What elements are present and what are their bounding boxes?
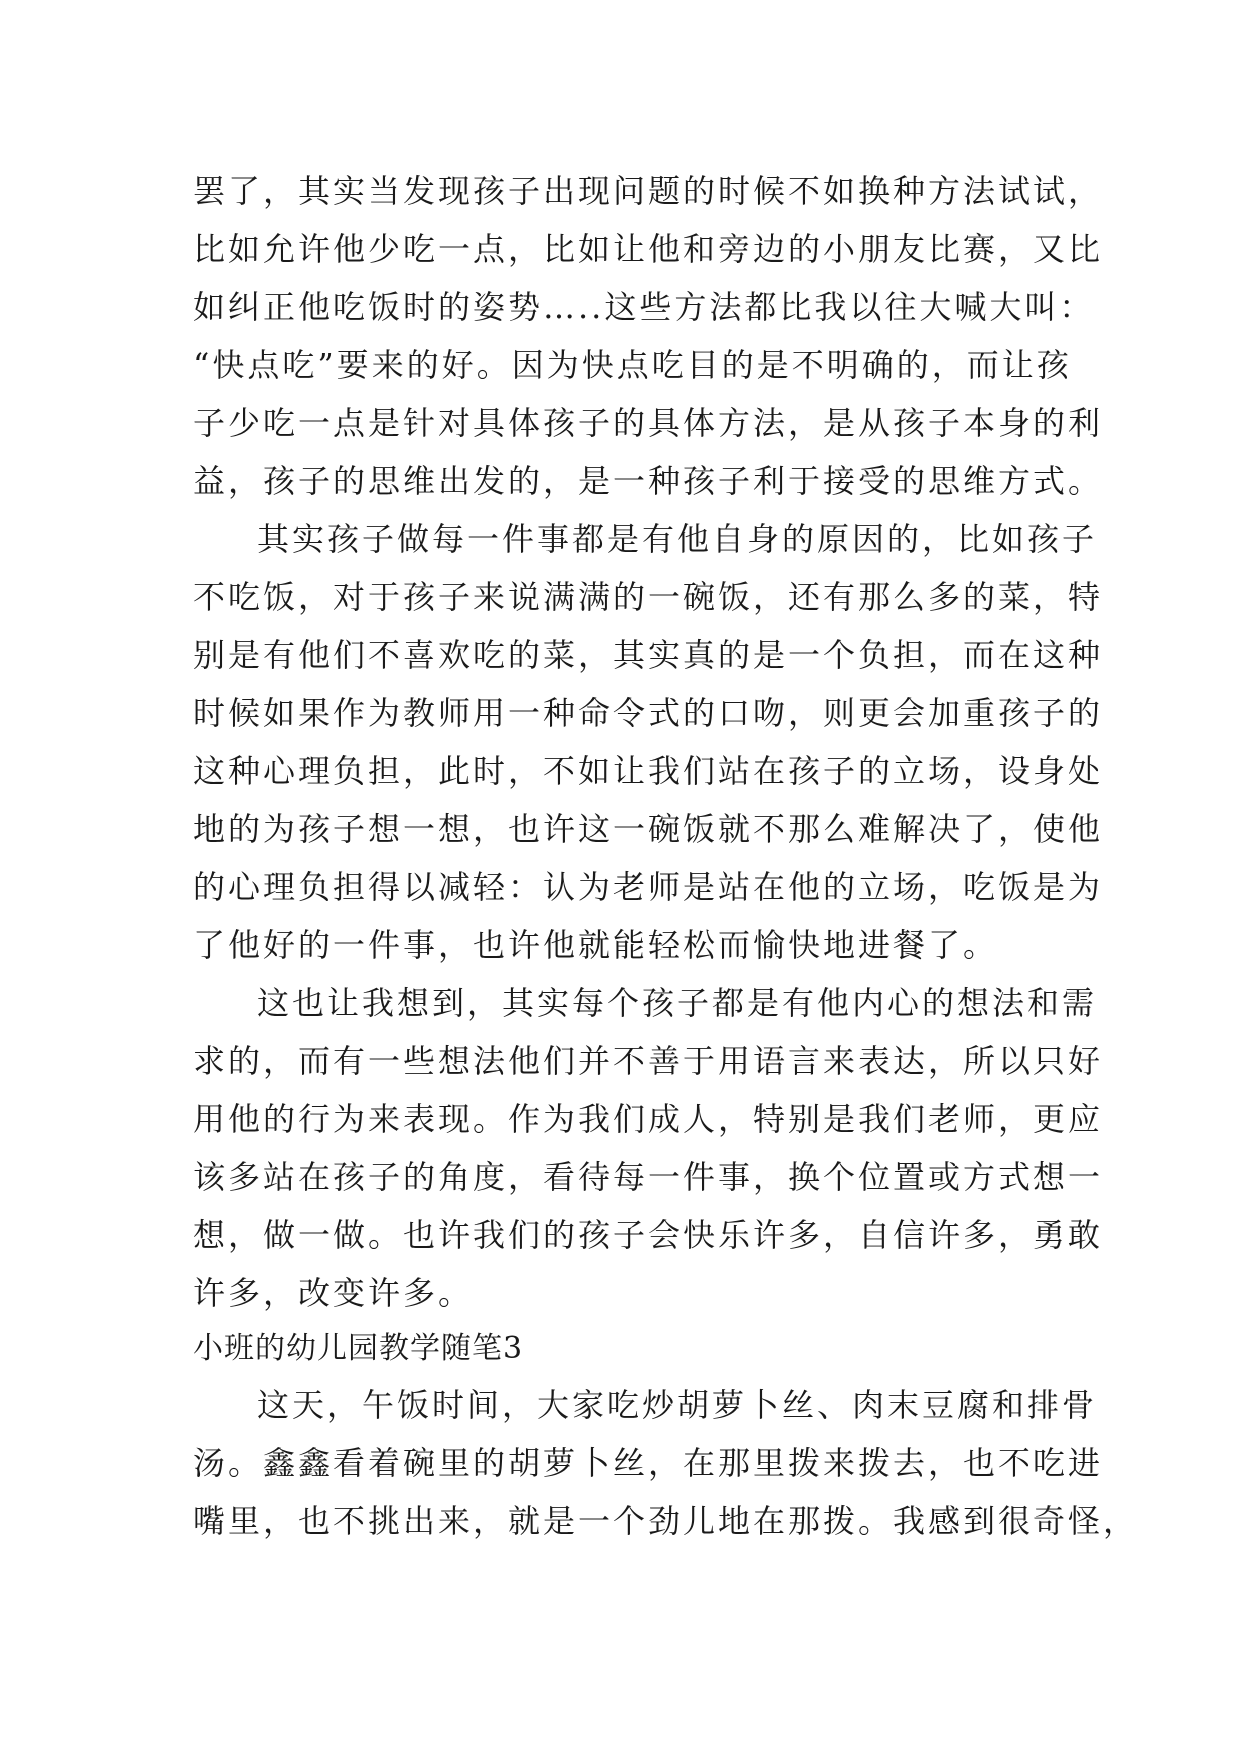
text-line: 如纠正他吃饭时的姿势…..这些方法都比我以往大喊大叫： [193, 288, 1095, 326]
section-heading: 小班的幼儿园教学随笔3 [193, 1331, 524, 1366]
paragraph-first-line: 这天，午饭时间，大家吃炒胡萝卜丝、肉末豆腐和排骨 [257, 1386, 1098, 1424]
text-line: 该多站在孩子的角度，看待每一件事，换个位置或方式想一 [193, 1158, 1104, 1196]
text-line: 汤。鑫鑫看着碗里的胡萝卜丝，在那里拨来拨去，也不吃进 [193, 1444, 1104, 1482]
text-line: 不吃饭，对于孩子来说满满的一碗饭，还有那么多的菜，特 [193, 578, 1104, 616]
text-line: 益，孩子的思维出发的，是一种孩子利于接受的思维方式。 [193, 462, 1104, 500]
text-line: 罢了，其实当发现孩子出现问题的时候不如换种方法试试， [193, 172, 1104, 210]
text-line: 子少吃一点是针对具体孩子的具体方法，是从孩子本身的利 [193, 404, 1104, 442]
text-line: 地的为孩子想一想，也许这一碗饭就不那么难解决了，使他 [193, 810, 1104, 848]
text-line: 想，做一做。也许我们的孩子会快乐许多，自信许多，勇敢 [193, 1216, 1104, 1254]
text-line: 时候如果作为教师用一种命令式的口吻，则更会加重孩子的 [193, 694, 1104, 732]
text-line: 这种心理负担，此时，不如让我们站在孩子的立场，设身处 [193, 752, 1104, 790]
paragraph-first-line: 这也让我想到，其实每个孩子都是有他内心的想法和需 [257, 984, 1098, 1022]
paragraph-first-line: 其实孩子做每一件事都是有他自身的原因的，比如孩子 [257, 520, 1098, 558]
text-line: 求的，而有一些想法他们并不善于用语言来表达，所以只好 [193, 1042, 1104, 1080]
text-line: 用他的行为来表现。作为我们成人，特别是我们老师，更应 [193, 1100, 1104, 1138]
text-line: 比如允许他少吃一点，比如让他和旁边的小朋友比赛，又比 [193, 230, 1104, 268]
text-line: “快点吃”要来的好。因为快点吃目的是不明确的，而让孩 [193, 346, 1072, 384]
text-line: 许多，改变许多。 [193, 1274, 474, 1312]
text-line: 别是有他们不喜欢吃的菜，其实真的是一个负担，而在这种 [193, 636, 1104, 674]
text-line: 了他好的一件事，也许他就能轻松而愉快地进餐了。 [193, 926, 999, 964]
text-line: 嘴里，也不挑出来，就是一个劲儿地在那拨。我感到很奇怪， [193, 1502, 1139, 1540]
text-line: 的心理负担得以减轻：认为老师是站在他的立场，吃饭是为 [193, 868, 1104, 906]
